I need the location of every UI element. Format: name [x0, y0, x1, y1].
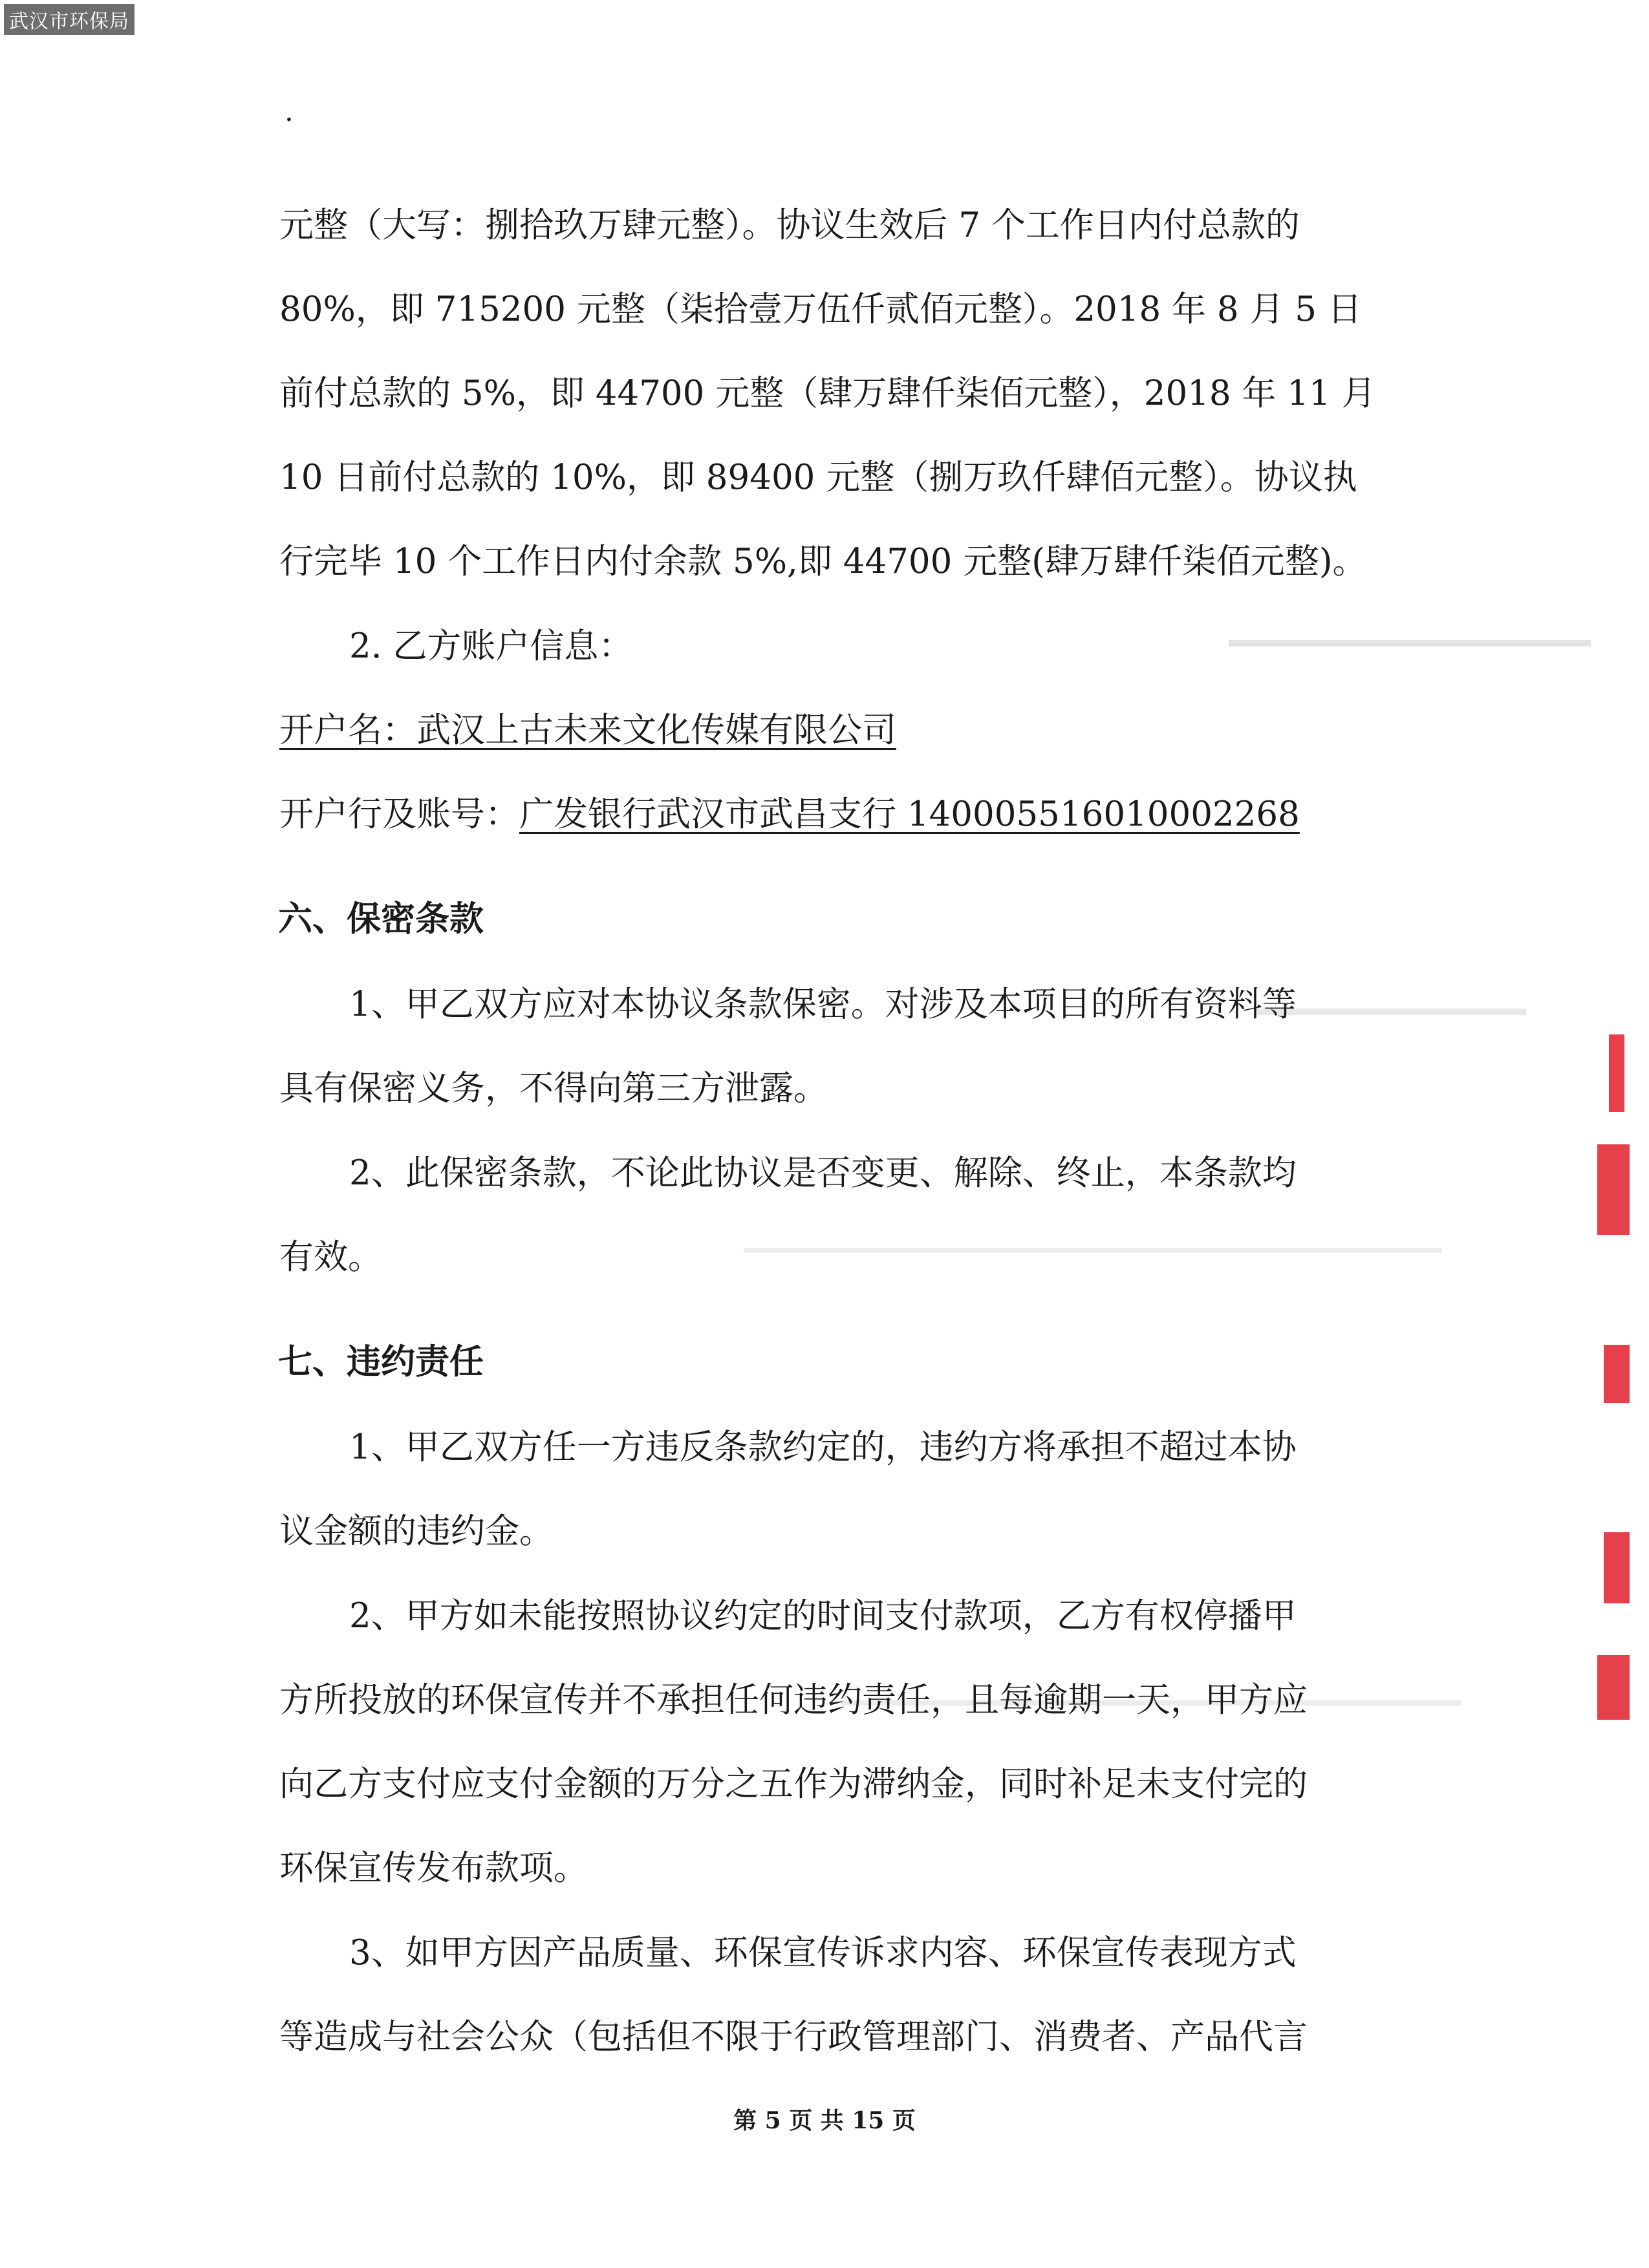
- liability-clause-1-line-1: 1、甲乙双方任一方违反条款约定的，违约方将承担不超过本协: [349, 1428, 1297, 1467]
- liability-clause-3-line-2: 等造成与社会公众（包括但不限于行政管理部门、消费者、产品代言: [279, 2017, 1308, 2057]
- section-6-heading: 六、保密条款: [278, 899, 484, 939]
- section-7-heading: 七、违约责任: [278, 1342, 484, 1382]
- bank-account-value: 广发银行武汉市武昌支行 140005516010002268: [519, 795, 1300, 834]
- liability-clause-2-line-1: 2、甲方如未能按照协议约定的时间支付款项，乙方有权停播甲: [349, 1596, 1297, 1636]
- payment-line-4: 10 日前付总款的 10%，即 89400 元整（捌万玖仟肆佰元整）。协议执: [279, 458, 1357, 497]
- liability-clause-2-line-2: 方所投放的环保宣传并不承担任何违约责任，且每逾期一天，甲方应: [279, 1680, 1308, 1720]
- account-info-title: 2. 乙方账户信息：: [349, 626, 633, 666]
- confidentiality-clause-1-line-2: 具有保密义务，不得向第三方泄露。: [279, 1069, 828, 1108]
- liability-clause-3-line-1: 3、如甲方因产品质量、环保宣传诉求内容、环保宣传表现方式: [349, 1933, 1297, 1973]
- source-watermark-label: 武汉市环保局: [4, 4, 135, 35]
- payment-line-2: 80%，即 715200 元整（柒拾壹万伍仟贰佰元整）。2018 年 8 月 5 日: [279, 290, 1362, 329]
- confidentiality-clause-1-line-1: 1、甲乙双方应对本协议条款保密。对涉及本项目的所有资料等: [349, 985, 1297, 1024]
- stray-dot: ·: [285, 103, 294, 136]
- liability-clause-1-line-2: 议金额的违约金。: [279, 1512, 554, 1551]
- liability-clause-2-line-4: 环保宣传发布款项。: [279, 1848, 588, 1888]
- payment-line-1: 元整（大写：捌拾玖万肆元整）。协议生效后 7 个工作日内付总款的: [279, 206, 1300, 245]
- bank-account-line: [279, 795, 1300, 834]
- account-name: 开户名：武汉上古未来文化传媒有限公司: [279, 711, 896, 750]
- bank-label: 开户行及账号：: [279, 795, 519, 834]
- confidentiality-clause-2-line-1: 2、此保密条款，不论此协议是否变更、解除、终止，本条款均: [349, 1153, 1297, 1193]
- payment-line-5: 行完毕 10 个工作日内付余款 5%,即 44700 元整(肆万肆仟柒佰元整)。: [279, 542, 1367, 581]
- liability-clause-2-line-3: 向乙方支付应支付金额的万分之五作为滞纳金，同时补足未支付完的: [279, 1764, 1308, 1804]
- page-number-footer: 第 5 页 共 15 页: [733, 2107, 916, 2134]
- payment-line-3: 前付总款的 5%，即 44700 元整（肆万肆仟柒佰元整），2018 年 11 月: [279, 374, 1376, 413]
- confidentiality-clause-2-line-2: 有效。: [279, 1237, 382, 1277]
